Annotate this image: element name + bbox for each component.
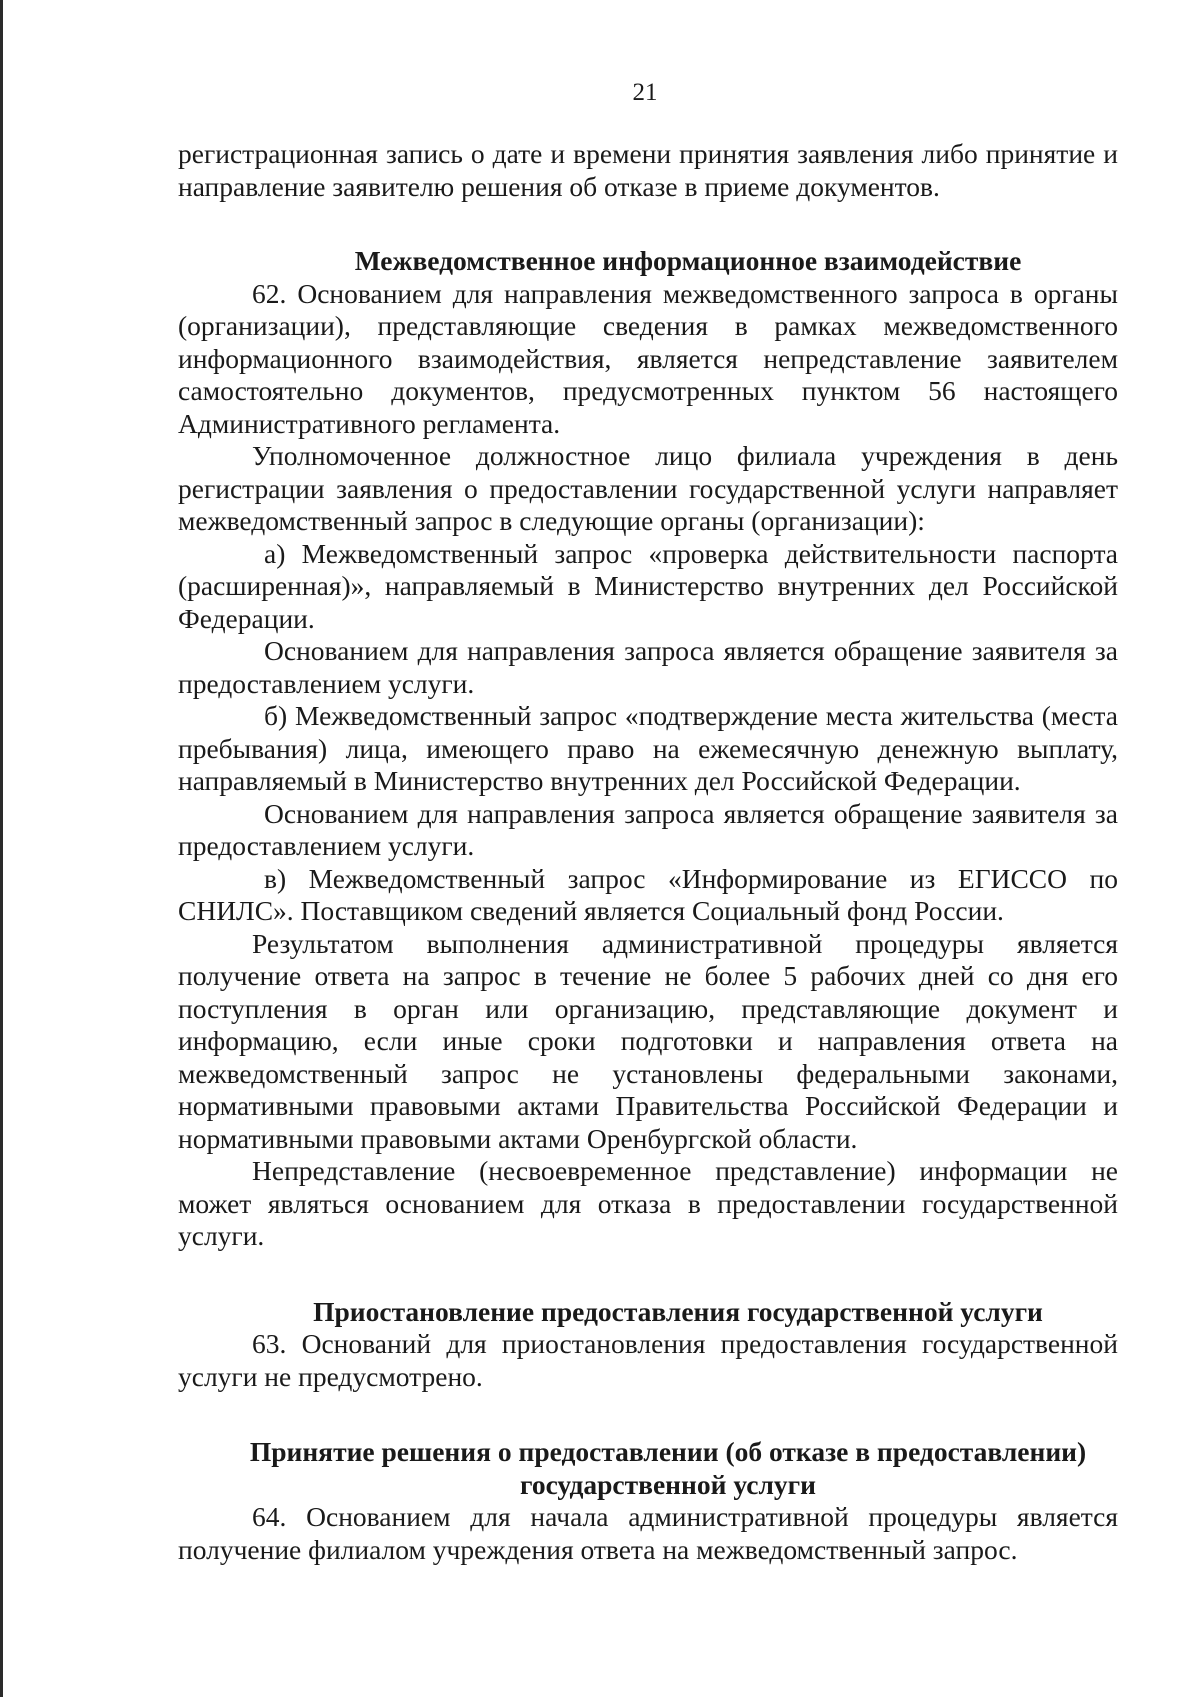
section-heading-interagency: Межведомственное информационное взаимодействие [354,245,1022,276]
list-item-b: б) Межведомственный запрос «подтверждение места жительства (места пребывания) лица, имеющего право на ежемесячную денежную выплату, направляемый в Министерство внутренних дел Российской Федерации. [178,700,1118,796]
non-submission-paragraph: Непредставление (несвоевременное представление) информации не может являться основанием для отказа в предоставлении государственной услуги. [178,1155,1118,1251]
section-heading-decision-line2: государственной услуги [520,1468,816,1500]
section-heading-decision-line1: Принятие решения о предоставлении (об отказе в предоставлении) [249,1436,1087,1467]
paragraph-62: 62. Основанием для направления межведомственного запроса в органы (организации), представляющие сведения в рамках межведомственного информационного взаимодействия, является непредставление заявителем самостоятельно документов, предусмотренных пунктом 56 настоящего Административного регламента. [178,277,1118,439]
result-paragraph: Результатом выполнения административной процедуры является получение ответа на запрос в течение не более 5 рабочих дней со дня его поступления в орган или организацию, представляющие документ и информацию, если иные сроки подготовки и направления ответа на межведомственный запрос не установлены федеральными законами, нормативными правовыми актами Правительства Российской Федерации и нормативными правовыми актами Оренбургской области. [178,927,1118,1154]
basis-paragraph-a: Основанием для направления запроса является обращение заявителя за предоставлением услуги. [178,635,1118,699]
intro-paragraph: регистрационная запись о дате и времени принятия заявления либо принятие и направление заявителю решения об отказе в приеме документов. [178,138,1118,202]
list-item-a: а) Межведомственный запрос «проверка действительности паспорта (расширенная)», направляемый в Министерство внутренних дел Российской Федерации. [178,537,1118,634]
page-number: 21 [632,79,658,106]
document-body [178,138,1118,1566]
section-heading-decision [178,1436,1118,1501]
paragraph-official: Уполномоченное должностное лицо филиала учреждения в день регистрации заявления о предоставлении государственной услуги направляет межведомственный запрос в следующие органы (организации): [178,440,1118,536]
basis-paragraph-b: Основанием для направления запроса является обращение заявителя за предоставлением услуги. [178,797,1118,861]
section-heading-suspension: Приостановление предоставления государственной услуги [313,1295,1043,1327]
scan-edge [0,0,3,1697]
paragraph-63: 63. Оснований для приостановления предоставления государственной услуги не предусмотрено. [178,1328,1118,1392]
paragraph-64: 64. Основанием для начала административной процедуры является получение филиалом учреждения ответа на межведомственный запрос. [178,1501,1118,1565]
list-item-v: в) Межведомственный запрос «Информирование из ЕГИССО по СНИЛС». Поставщиком сведений является Социальный фонд России. [178,862,1118,926]
